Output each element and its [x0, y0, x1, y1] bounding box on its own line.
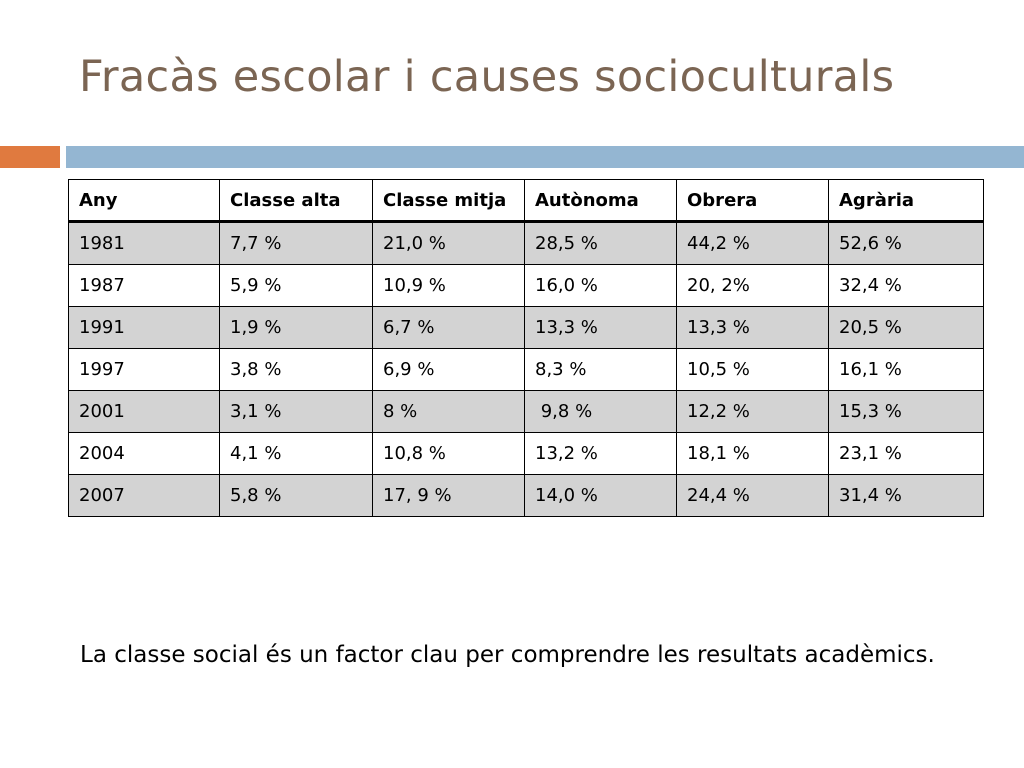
header-cell-self-employed: Autònoma: [525, 180, 677, 222]
table-cell: 2004: [69, 433, 220, 475]
table-cell: 1987: [69, 265, 220, 307]
table-cell: 20, 2%: [677, 265, 829, 307]
header-cell-agrarian: Agrària: [829, 180, 984, 222]
table-cell: 1991: [69, 307, 220, 349]
table-cell: 9,8 %: [525, 391, 677, 433]
class-failure-table: [68, 179, 984, 517]
table-cell: 15,3 %: [829, 391, 984, 433]
table-cell: 10,8 %: [373, 433, 525, 475]
table-cell: 52,6 %: [829, 222, 984, 265]
table-cell: 7,7 %: [220, 222, 373, 265]
table-cell: 44,2 %: [677, 222, 829, 265]
table-cell: 1997: [69, 349, 220, 391]
table-cell: 14,0 %: [525, 475, 677, 517]
header-cell-middle-class: Classe mitja: [373, 180, 525, 222]
table-row: [69, 222, 984, 265]
table-cell: 20,5 %: [829, 307, 984, 349]
table-row: [69, 349, 984, 391]
table-row: [69, 265, 984, 307]
header-cell-working-class: Obrera: [677, 180, 829, 222]
table-cell: 12,2 %: [677, 391, 829, 433]
table-cell: 2007: [69, 475, 220, 517]
table-cell: 18,1 %: [677, 433, 829, 475]
table-cell: 28,5 %: [525, 222, 677, 265]
table-cell: 16,0 %: [525, 265, 677, 307]
table-cell: 1,9 %: [220, 307, 373, 349]
slide-title: Fracàs escolar i causes socioculturals: [79, 52, 895, 102]
table-cell: 4,1 %: [220, 433, 373, 475]
table-cell: 24,4 %: [677, 475, 829, 517]
table-cell: 5,9 %: [220, 265, 373, 307]
header-cell-upper-class: Classe alta: [220, 180, 373, 222]
table-header-row: [69, 180, 984, 222]
header-cell-year: Any: [69, 180, 220, 222]
table-cell: 23,1 %: [829, 433, 984, 475]
table-cell: 17, 9 %: [373, 475, 525, 517]
table-row: [69, 307, 984, 349]
table-cell: 10,9 %: [373, 265, 525, 307]
table-cell: 6,9 %: [373, 349, 525, 391]
table-cell: 31,4 %: [829, 475, 984, 517]
table-cell: 13,2 %: [525, 433, 677, 475]
table-cell: 13,3 %: [677, 307, 829, 349]
table-row: [69, 475, 984, 517]
accent-bar-blue: [66, 146, 1024, 168]
table-cell: 2001: [69, 391, 220, 433]
table-cell: 6,7 %: [373, 307, 525, 349]
table-cell: 16,1 %: [829, 349, 984, 391]
table-cell: 32,4 %: [829, 265, 984, 307]
slide-note: La classe social és un factor clau per comprendre les resultats acadèmics.: [80, 642, 935, 668]
table-cell: 1981: [69, 222, 220, 265]
table-cell: 3,8 %: [220, 349, 373, 391]
accent-bar-orange: [0, 146, 60, 168]
table-cell: 8 %: [373, 391, 525, 433]
table-row: [69, 433, 984, 475]
table-cell: 21,0 %: [373, 222, 525, 265]
table-cell: 10,5 %: [677, 349, 829, 391]
table-cell: 13,3 %: [525, 307, 677, 349]
table-cell: 5,8 %: [220, 475, 373, 517]
table-cell: 8,3 %: [525, 349, 677, 391]
table-row: [69, 391, 984, 433]
table-cell: 3,1 %: [220, 391, 373, 433]
